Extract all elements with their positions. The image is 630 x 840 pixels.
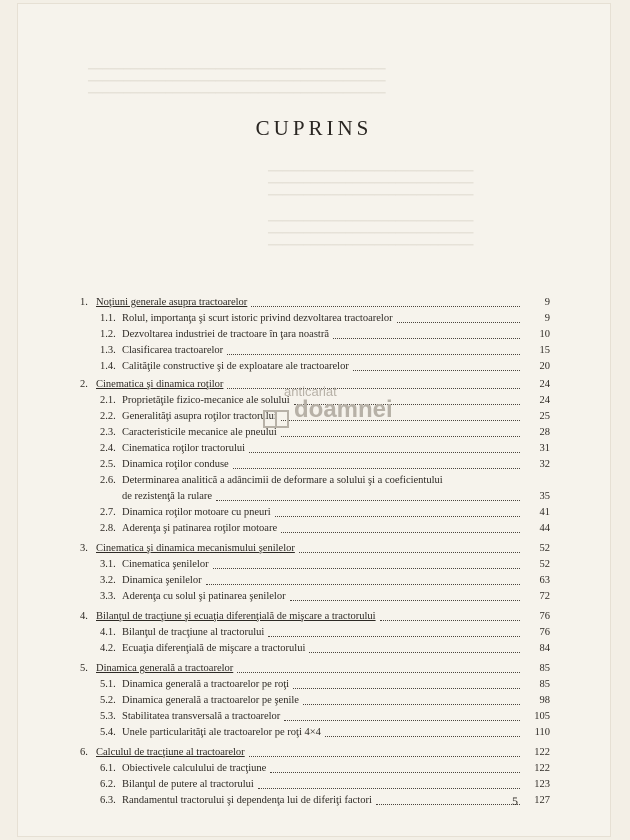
leader-dots (281, 436, 520, 438)
watermark-line2: doamnei (294, 396, 393, 423)
toc-chapter-3[interactable] (80, 542, 550, 556)
chapter-title: Cinematica şi dinamica mecanismului şenilelor (96, 543, 295, 554)
leader-dots (206, 584, 520, 586)
section-page: 25 (539, 411, 550, 422)
section-page: 110 (534, 727, 550, 738)
section-title: Dinamica roţilor conduse (122, 459, 229, 470)
section-title: Stabilitatea transversală a tractoarelor (122, 711, 281, 722)
chapter-number: 1. (80, 297, 88, 308)
chapter-title: Noţiuni generale asupra tractoarelor (96, 297, 248, 308)
toc-section-5-3[interactable] (80, 710, 550, 724)
section-page: 32 (539, 459, 550, 470)
section-page: 20 (539, 361, 550, 372)
section-page: 9 (544, 313, 550, 324)
leader-dots (249, 756, 520, 758)
section-page: 41 (539, 507, 550, 518)
chapter-number: 5. (80, 663, 88, 674)
section-title: Dinamica roţilor motoare cu pneuri (122, 507, 271, 518)
chapter-page: 24 (539, 379, 550, 390)
section-title: Aderenţa cu solul şi patinarea şenilelor (122, 591, 286, 602)
chapter-title: Dinamica generală a tractoarelor (96, 663, 234, 674)
section-page: 63 (539, 575, 550, 586)
section-number: 3.1. (100, 559, 116, 570)
section-title: Cinematica şenilelor (122, 559, 209, 570)
section-number: 5.3. (100, 711, 116, 722)
section-page: 31 (539, 443, 550, 454)
section-title: Calităţile constructive şi de exploatare ale tractoarelor (122, 361, 349, 372)
section-title: Randamentul tractorului şi dependenţa lui de diferiţi factori (122, 795, 372, 806)
leader-dots (233, 468, 520, 470)
leader-dots (333, 338, 520, 340)
toc-section-5-2[interactable] (80, 694, 550, 708)
leader-dots (275, 516, 520, 518)
leader-dots (258, 788, 520, 790)
section-number: 4.1. (100, 627, 116, 638)
section-number: 6.1. (100, 763, 116, 774)
toc-section-2-4[interactable] (80, 442, 550, 456)
toc-section-4-1[interactable] (80, 626, 550, 640)
chapter-page: 76 (539, 611, 550, 622)
leader-dots (251, 306, 520, 308)
section-number: 2.4. (100, 443, 116, 454)
section-number: 2.5. (100, 459, 116, 470)
section-title: Bilanţul de putere al tractorului (122, 779, 254, 790)
watermark-logo-icon (262, 408, 290, 430)
chapter-title: Cinematica şi dinamica roţilor (96, 379, 224, 390)
leader-dots (290, 600, 520, 602)
section-title: Proprietăţile fizico-mecanice ale solului (122, 395, 290, 406)
section-number: 5.2. (100, 695, 116, 706)
section-title-continued: de rezistenţă la rulare (122, 491, 213, 502)
chapter-page: 52 (539, 543, 550, 554)
chapter-number: 4. (80, 611, 88, 622)
book-page (18, 4, 610, 836)
section-title: Dinamica generală a tractoarelor pe roţi (122, 679, 290, 690)
section-title: Dezvoltarea industriei de tractoare în ţara noastră (122, 329, 329, 340)
leader-dots (303, 704, 520, 706)
toc-section-2-7[interactable] (80, 506, 550, 520)
chapter-page: 122 (534, 747, 550, 758)
bleed-through-text: ────────────────────────────────────────── ────────────────────────────────────────── ────────────────────────────────────────── (88, 64, 386, 99)
section-number: 5.1. (100, 679, 116, 690)
toc-section-4-2[interactable] (80, 642, 550, 656)
section-page: 76 (539, 627, 550, 638)
section-page: 105 (534, 711, 550, 722)
toc-chapter-1[interactable] (80, 296, 550, 310)
chapter-page: 9 (544, 297, 550, 308)
leader-dots (376, 804, 520, 806)
toc-section-1-3[interactable] (80, 344, 550, 358)
leader-dots (284, 720, 520, 722)
section-title: Bilanţul de tracţiune al tractorului (122, 627, 265, 638)
toc-section-2-8[interactable] (80, 522, 550, 536)
section-page: 98 (539, 695, 550, 706)
leader-dots (216, 500, 520, 502)
section-page: 127 (534, 795, 550, 806)
leader-dots (268, 636, 520, 638)
section-page: 52 (539, 559, 550, 570)
section-title: Dinamica şenilelor (122, 575, 202, 586)
section-number: 1.2. (100, 329, 116, 340)
section-title: Generalităţi asupra roţilor tractorului (122, 411, 277, 422)
leader-dots (299, 552, 520, 554)
leader-dots (281, 532, 520, 534)
section-page: 35 (539, 491, 550, 502)
watermark-line1: anticariat (284, 384, 337, 399)
section-number: 2.2. (100, 411, 116, 422)
section-title: Dinamica generală a tractoarelor pe şenile (122, 695, 299, 706)
section-page: 85 (539, 679, 550, 690)
section-number: 2.6. (100, 475, 116, 486)
toc-chapter-4[interactable] (80, 610, 550, 624)
section-number: 1.1. (100, 313, 116, 324)
toc-section-1-2[interactable] (80, 328, 550, 342)
leader-dots (213, 568, 520, 570)
section-number: 3.3. (100, 591, 116, 602)
toc-section-6-2[interactable] (80, 778, 550, 792)
leader-dots (397, 322, 520, 324)
toc-section-2-5[interactable] (80, 458, 550, 472)
toc-section-3-3[interactable] (80, 590, 550, 604)
section-number: 6.2. (100, 779, 116, 790)
chapter-number: 3. (80, 543, 88, 554)
section-number: 6.3. (100, 795, 116, 806)
section-title: Caracteristicile mecanice ale pneului (122, 427, 277, 438)
page-number: 5 (512, 794, 518, 808)
chapter-number: 2. (80, 379, 88, 390)
toc-section-5-4[interactable] (80, 726, 550, 740)
toc-section-5-1[interactable] (80, 678, 550, 692)
section-title: Clasificarea tractoarelor (122, 345, 224, 356)
toc-section-6-3[interactable] (80, 794, 550, 808)
section-page: 72 (539, 591, 550, 602)
leader-dots (325, 736, 520, 738)
section-page: 10 (539, 329, 550, 340)
bleed-through-text: ───────────────────────────── ───────────────────────────── ───────────────────────────── (268, 216, 474, 251)
leader-dots (380, 620, 520, 622)
section-number: 2.8. (100, 523, 116, 534)
section-title: Cinematica roţilor tractorului (122, 443, 246, 454)
section-title: Unele particularităţi ale tractoarelor pe roţi 4×4 (122, 727, 321, 738)
chapter-title: Calculul de tracţiune al tractoarelor (96, 747, 245, 758)
toc-chapter-5[interactable] (80, 662, 550, 676)
section-number: 5.4. (100, 727, 116, 738)
toc-chapter-6[interactable] (80, 746, 550, 760)
leader-dots (249, 452, 520, 454)
leader-dots (309, 652, 520, 654)
leader-dots (293, 688, 520, 690)
section-page: 44 (539, 523, 550, 534)
toc-section-1-4[interactable] (80, 360, 550, 374)
chapter-number: 6. (80, 747, 88, 758)
leader-dots (353, 370, 520, 372)
watermark (250, 384, 420, 434)
section-title: Aderenţa şi patinarea roţilor motoare (122, 523, 278, 534)
page-title: CUPRINS (255, 116, 373, 140)
section-title: Rolul, importanţa şi scurt istoric privind dezvoltarea tractoarelor (122, 313, 393, 324)
section-page: 84 (539, 643, 550, 654)
section-title: Determinarea analitică a adâncimii de deformare a solului şi a coeficientului (122, 475, 443, 486)
section-number: 2.3. (100, 427, 116, 438)
chapter-page: 85 (539, 663, 550, 674)
toc-section-2-6[interactable] (80, 474, 550, 488)
section-page: 123 (534, 779, 550, 790)
section-number: 3.2. (100, 575, 116, 586)
leader-dots (227, 354, 520, 356)
toc-section-1-1[interactable] (80, 312, 550, 326)
toc-section-6-1[interactable] (80, 762, 550, 776)
section-number: 2.7. (100, 507, 116, 518)
leader-dots (270, 772, 520, 774)
section-number: 1.3. (100, 345, 116, 356)
toc-section-3-2[interactable] (80, 574, 550, 588)
section-number: 2.1. (100, 395, 116, 406)
section-page: 122 (534, 763, 550, 774)
section-title: Ecuaţia diferenţială de mişcare a tractorului (122, 643, 306, 654)
toc-section-3-1[interactable] (80, 558, 550, 572)
section-number: 1.4. (100, 361, 116, 372)
chapter-title: Bilanţul de tracţiune şi ecuaţia diferenţială de mişcare a tractorului (96, 611, 376, 622)
toc-section-continuation[interactable] (80, 490, 550, 504)
section-title: Obiectivele calculului de tracţiune (122, 763, 267, 774)
section-page: 24 (539, 395, 550, 406)
section-page: 28 (539, 427, 550, 438)
section-number: 4.2. (100, 643, 116, 654)
section-page: 15 (539, 345, 550, 356)
leader-dots (237, 672, 520, 674)
bleed-through-text: ───────────────────────────── ───────────────────────────── ───────────────────────────── (268, 166, 474, 201)
